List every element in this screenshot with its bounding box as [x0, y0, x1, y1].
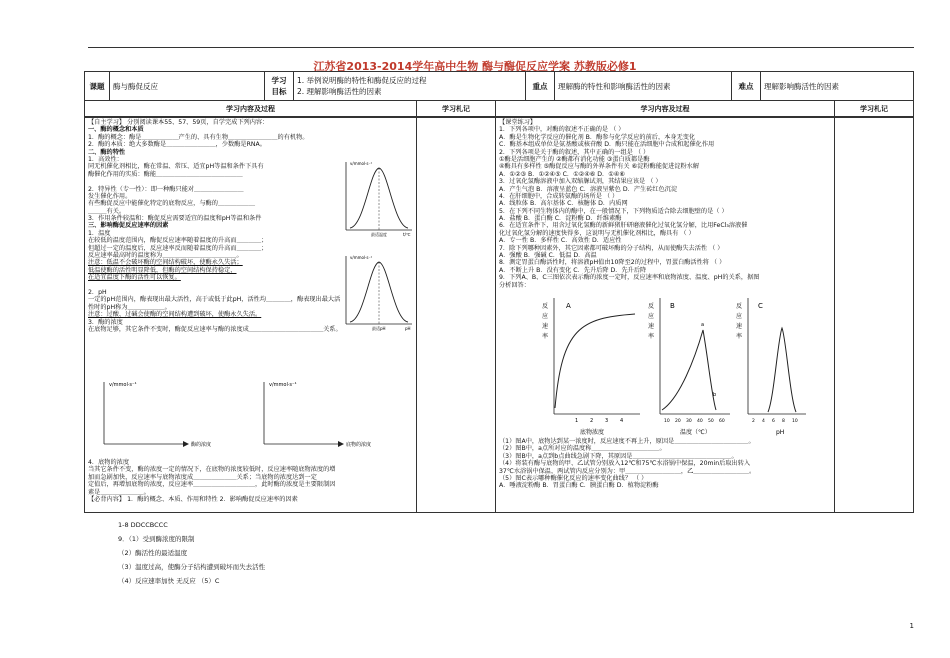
text-line: 同无机催化剂相比，酶在常温、常压、适宜pH等温和条件下具有	[88, 163, 264, 171]
left-bottom-block	[88, 459, 418, 503]
answer-block	[118, 518, 265, 588]
section-heading: 【课堂练习】	[499, 119, 537, 126]
option-line: A．线粒体 B．高尔基体 C．核糖体 D．内质网	[499, 200, 628, 208]
subquestion-line: （5）图C表示哪种酶催化反应的速率变化曲线？ （ ）	[499, 474, 648, 482]
fig-b-tick: 60	[719, 419, 725, 424]
text-line: 【自主学习】 分别阅读课本55、57、59页，自学完成下列内容：	[88, 119, 269, 126]
text-line: 1．高效性：	[88, 155, 123, 163]
fig-b-xlabel: 温度（℃）	[680, 429, 711, 436]
text-line: 3．作用条件较温和：酶促反应需要适宜的温度和pH等温和条件	[88, 215, 262, 223]
fig-a-ylabel-1: 反	[542, 303, 549, 310]
answer-line: 1-8 DDCCBCCC	[118, 521, 168, 529]
fig-b-ylabel-3: 速	[648, 323, 655, 330]
fig-a-tick: 1	[575, 418, 579, 424]
option-line: A．强酸 B．强碱 C．低温 D．高温	[499, 252, 597, 260]
right-content-header: 学习内容及过程	[495, 100, 835, 117]
top-rule	[88, 47, 914, 48]
note-line: 在适宜温度下酶的活性可以恢复。	[88, 274, 181, 282]
temperature-curve-figure	[336, 156, 416, 238]
fig-a-tick: 2	[590, 418, 594, 424]
text-line: 当其它条件不变，酶的浓度一定的情况下，在底物的浓度较低时，反应速率随底物浓度的增	[88, 466, 336, 474]
text-line: 但超过一定的温度后，反应速率反而随着温度的升高而＿＿＿＿；	[88, 244, 268, 252]
text-line: 在底物足够，其它条件不变时，酶促反应速率与酶的浓度成＿＿＿＿＿＿＿＿＿＿＿＿关系。	[88, 325, 342, 333]
section-heading: 三、影响酶促反应速率的因素	[88, 222, 169, 230]
question-line: 分析回答：	[499, 281, 530, 289]
right-text-block	[499, 119, 833, 289]
fig-c-tick: 2	[752, 419, 755, 424]
fig-c-tick: 4	[762, 419, 765, 424]
y-axis-label: v/mmol·s⁻¹	[269, 382, 297, 388]
fig-c-xlabel: pH	[776, 429, 785, 436]
fig-b-point-b: b	[713, 392, 717, 398]
fig-b-tick: 10	[664, 419, 670, 424]
question-line: 2．下列各项是关于酶的叙述，其中正确的一组是 （ ）	[499, 148, 650, 156]
question-line: 1．下列各项中，对酶的叙述不正确的是 （ ）	[499, 126, 625, 134]
fig-b-tick: 50	[708, 419, 714, 424]
header-table	[84, 71, 914, 101]
hard-label: 难点	[732, 72, 761, 101]
question-line: 8．测定胃蛋白酶活性时，将溶液pH值由10降至2的过程中，胃蛋白酶活性将 （ ）	[499, 259, 726, 267]
text-line: 素是＿＿＿＿＿＿＿。	[88, 488, 150, 496]
note-line: 注意：过酸、过碱会使酶的空间结构遭到破坏，使酶永久失活。	[88, 311, 262, 319]
text-line: 在较低的温度范围内，酶促反应速率随着温度的升高而＿＿＿＿；	[88, 237, 268, 245]
question-line: 4．在肝细胞中，合成转氨酶的场所是 （ ）	[499, 192, 619, 200]
fig-b-ylabel-4: 率	[648, 333, 655, 340]
right-notes-frame	[834, 117, 914, 513]
section-heading: 二、酶的特性	[88, 148, 126, 156]
text-line: 2．pH	[88, 288, 107, 296]
subquestion-line: （1）图A中，底物达到某一浓度时，反应速度不再上升，原因是＿＿＿＿＿＿＿＿＿＿＿＿。	[499, 438, 755, 445]
subquestion-line: （3）图B中，a点到b点曲线急剧下降，其原因是＿＿＿＿＿＿＿＿＿＿＿＿＿＿＿＿。	[499, 452, 738, 460]
fig-c-ylabel-2: 应	[736, 313, 743, 320]
left-notes-header: 学习札记	[416, 100, 496, 117]
text-line: 1．温度	[88, 229, 111, 237]
x-axis-arrow-icon	[183, 441, 189, 447]
text-line: 有些酶促反应中能催化特定的底物反应，与酶的＿＿＿＿＿＿	[88, 200, 256, 208]
option-line: A．产生气泡 B．溶液呈蓝色 C．溶液呈紫色 D．产生砖红色沉淀	[499, 185, 678, 193]
fig-b-label: B	[670, 302, 675, 310]
left-content-header: 学习内容及过程	[84, 100, 417, 117]
left-notes-frame	[416, 117, 496, 513]
answer-line: 9．（1）受到酶浓度的限制	[118, 535, 195, 543]
x-axis-label: t/℃	[403, 232, 411, 237]
x-axis-label: 酶的浓度	[191, 442, 212, 448]
fig-a-tick: 3	[605, 418, 609, 424]
fig-c-tick: 6	[772, 419, 775, 424]
text-line: 性时的pH称为＿＿＿＿＿＿。	[88, 303, 171, 311]
right-bottom-block	[499, 438, 833, 490]
subquestion-line: 37℃水浴锅中保温，两试管内反应分别为：甲＿＿＿＿＿＿＿＿＿，乙＿＿＿＿＿＿＿＿＿。	[499, 467, 756, 475]
text-line: 2．特异性（专一性）：即一种酶只能对＿＿＿＿＿＿＿＿	[88, 185, 244, 193]
peak-label: 最适温度	[371, 232, 387, 237]
text-line: 定值后，再增加底物的浓度，反应速率＿＿＿＿＿＿＿＿＿＿，此时酶的浓度是主要限制因	[88, 481, 336, 489]
x-axis-label: pH	[405, 326, 411, 331]
fig-a-ylabel-2: 应	[542, 313, 549, 320]
answer-line: （2）酶活性的最适温度	[118, 549, 188, 557]
question-line: 6．在适宜条件下，用含过氧化氢酶的新鲜猪肝研磨液催化过氧化氢分解，比用FeCl₃溶液催	[499, 222, 748, 230]
fig-c-label: C	[758, 302, 763, 310]
fig-b-tick: 40	[697, 419, 703, 424]
text-line: 酶催化作用的实质：酶能＿＿＿＿＿＿＿＿＿＿＿＿＿＿	[88, 170, 243, 178]
text-line: 2．酶的本质：绝大多数酶是＿＿＿＿＿＿＿＿，少数酶是RNA。	[88, 141, 266, 149]
x-axis-arrow-icon	[338, 441, 344, 447]
subquestion-line: （2）图B中，a点所对应的温度称＿＿＿＿＿＿＿＿＿＿＿。	[499, 445, 666, 453]
text-line: 3．酶的浓度	[88, 318, 123, 326]
topic-label: 课题	[85, 72, 110, 101]
y-axis-label: v/mmol·s⁻¹	[350, 161, 373, 166]
fig-a-ylabel-4: 率	[542, 333, 549, 340]
fig-a-curve	[555, 314, 635, 408]
fig-b-point-a: a	[701, 322, 705, 328]
goal-line: 2. 理解影响酶活性的因素	[297, 87, 382, 96]
option-line: ①酶是活细胞产生的 ②酶都有消化功能 ③蛋白质都是酶	[499, 155, 650, 163]
x-axis-label: 底物的浓度	[346, 442, 372, 448]
question-line: 化过氧化氢分解的速度快得多，这说明与无机催化剂相比，酶具有 （ ）	[499, 229, 695, 237]
text-line: 发生催化作用。	[88, 192, 132, 200]
page-number: 1	[909, 622, 914, 630]
abc-figures	[540, 288, 810, 438]
option-line: A．①②③ B．①②④⑤ C．①②④⑥ D．①④⑥	[499, 170, 625, 178]
text-line: 1．酶的概念：酶是＿＿＿＿＿＿产生的、具有生物＿＿＿＿＿＿＿＿的有机物。	[88, 133, 309, 141]
answer-line: （4）反应速率加快 无反应 （5）C	[118, 577, 220, 585]
option-line: A．酶是生物化学反应的催化剂 B．酶参与化学反应的前后，本身无变化	[499, 133, 696, 141]
section-heading: 一、酶的概念和本质	[88, 126, 144, 134]
substrate-concentration-figure	[258, 378, 388, 454]
question-line: 7．除下列哪种因素外，其它因素都可破坏酶的分子结构，从而使酶失去活性 （ ）	[499, 244, 724, 252]
topic-value: 酶与酶促反应	[110, 72, 265, 101]
option-line: ④酶具有多样性 ⑤酶促反应与酶的外界条件有关 ⑥淀粉酶能促进淀粉水解	[499, 163, 700, 171]
fig-a-xlabel: 底物浓度	[580, 429, 605, 436]
right-notes-header: 学习札记	[834, 100, 914, 117]
fig-b-ylabel-2: 应	[648, 313, 655, 320]
question-line: 3．过氧化氢酶溶液中加入双缩脲试剂，其结果应该是 （ ）	[499, 178, 662, 186]
answer-line: （3）温度过高，使酶分子结构遭到破坏而失去活性	[118, 563, 266, 571]
goal-line: 1. 举例说明酶的特性和酶促反应的过程	[297, 76, 427, 85]
note-line: 低温使酶的活性明显降低，但酶的空间结构保持稳定，	[88, 266, 237, 274]
text-line: 4．底物的浓度	[88, 459, 130, 466]
text-line: 加而急剧加快，反应速率与底物浓度成＿＿＿＿＿＿＿关系；当底物的浓度达到一定	[88, 473, 317, 481]
fig-a-ylabel-3: 速	[542, 323, 549, 330]
fig-b-ylabel-1: 反	[648, 303, 655, 310]
option-line: A．唾液淀粉酶 B．胃蛋白酶 C．胰蛋白酶 D．植物淀粉酶	[499, 482, 659, 490]
fig-b-tick: 30	[686, 419, 692, 424]
fig-b-tick: 20	[675, 419, 681, 424]
key-label: 重点	[526, 72, 555, 101]
goal-value	[294, 72, 526, 101]
text-line: 一定的pH范围内，酶表现出最大活性，高于或低于此pH，活性均＿＿＿＿，酶表现出最大活	[88, 296, 341, 304]
option-line: A．不断上升 B．没有变化 C．先升后降 D．先升后降	[499, 266, 647, 274]
fig-c-ylabel-1: 反	[736, 303, 743, 310]
fig-c-ylabel-4: 率	[736, 333, 743, 340]
goal-label: 学习目标	[265, 72, 294, 101]
document-title: 江苏省2013-2014学年高中生物 酶与酶促反应学案 苏教版必修1	[313, 60, 637, 73]
option-line: A．盐酸 B．蛋白酶 C．淀粉酶 D．纤维素酶	[499, 215, 622, 223]
y-axis-label: v/mmol·s⁻¹	[109, 382, 137, 388]
text-line: 反应速率最高时的温度称为＿＿＿＿＿＿＿＿＿＿＿＿。	[88, 252, 243, 260]
fig-c-tick: 10	[792, 419, 798, 424]
fig-c-tick: 8	[782, 419, 785, 424]
peak-label: 最适pH	[372, 326, 386, 331]
fig-c-curve	[768, 328, 796, 412]
must-remember-line: 【必背内容】 1．酶的概念、本质、作用和特性 2．影响酶促反应速率的因素	[88, 495, 298, 503]
fig-a-label: A	[566, 302, 571, 310]
key-value: 理解酶的特性和影响酶活性的因素	[555, 72, 732, 101]
text-line: ＿＿＿有关。	[88, 207, 126, 215]
y-axis-label: v/mmol·s⁻¹	[350, 255, 373, 260]
enzyme-concentration-figure	[98, 378, 228, 454]
option-line: A．专一性 B．多样性 C．高效性 D．适应性	[499, 237, 622, 245]
fig-b-curve	[662, 330, 716, 410]
hard-value: 理解影响酶活性的因素	[761, 72, 914, 101]
question-line: 5．在下列不同生物体内的酶中，在一般情况下，下列物质适合除去细胞壁的是（ ）	[499, 207, 728, 215]
ph-curve-figure	[336, 250, 416, 332]
fig-c-ylabel-3: 速	[736, 323, 743, 330]
option-line: C．酶基本组成单位是氨基酸或核苷酸 D．酶只能在活细胞中合成和起催化作用	[499, 141, 715, 149]
question-line: 9．下列A、B、C三图依次表示酶的浓度一定时，反应速率和底物浓度、温度、pH的关系，据图	[499, 274, 760, 282]
fig-a-tick: 4	[620, 418, 624, 424]
note-line: 注意：低温不会破坏酶的空间结构破坏，使酶永久失活；	[88, 259, 243, 267]
subquestion-line: （4）将装有酶与底物的甲、乙试管分别放入12℃和75℃水浴锅中保温，20min后取出转入	[499, 460, 751, 468]
